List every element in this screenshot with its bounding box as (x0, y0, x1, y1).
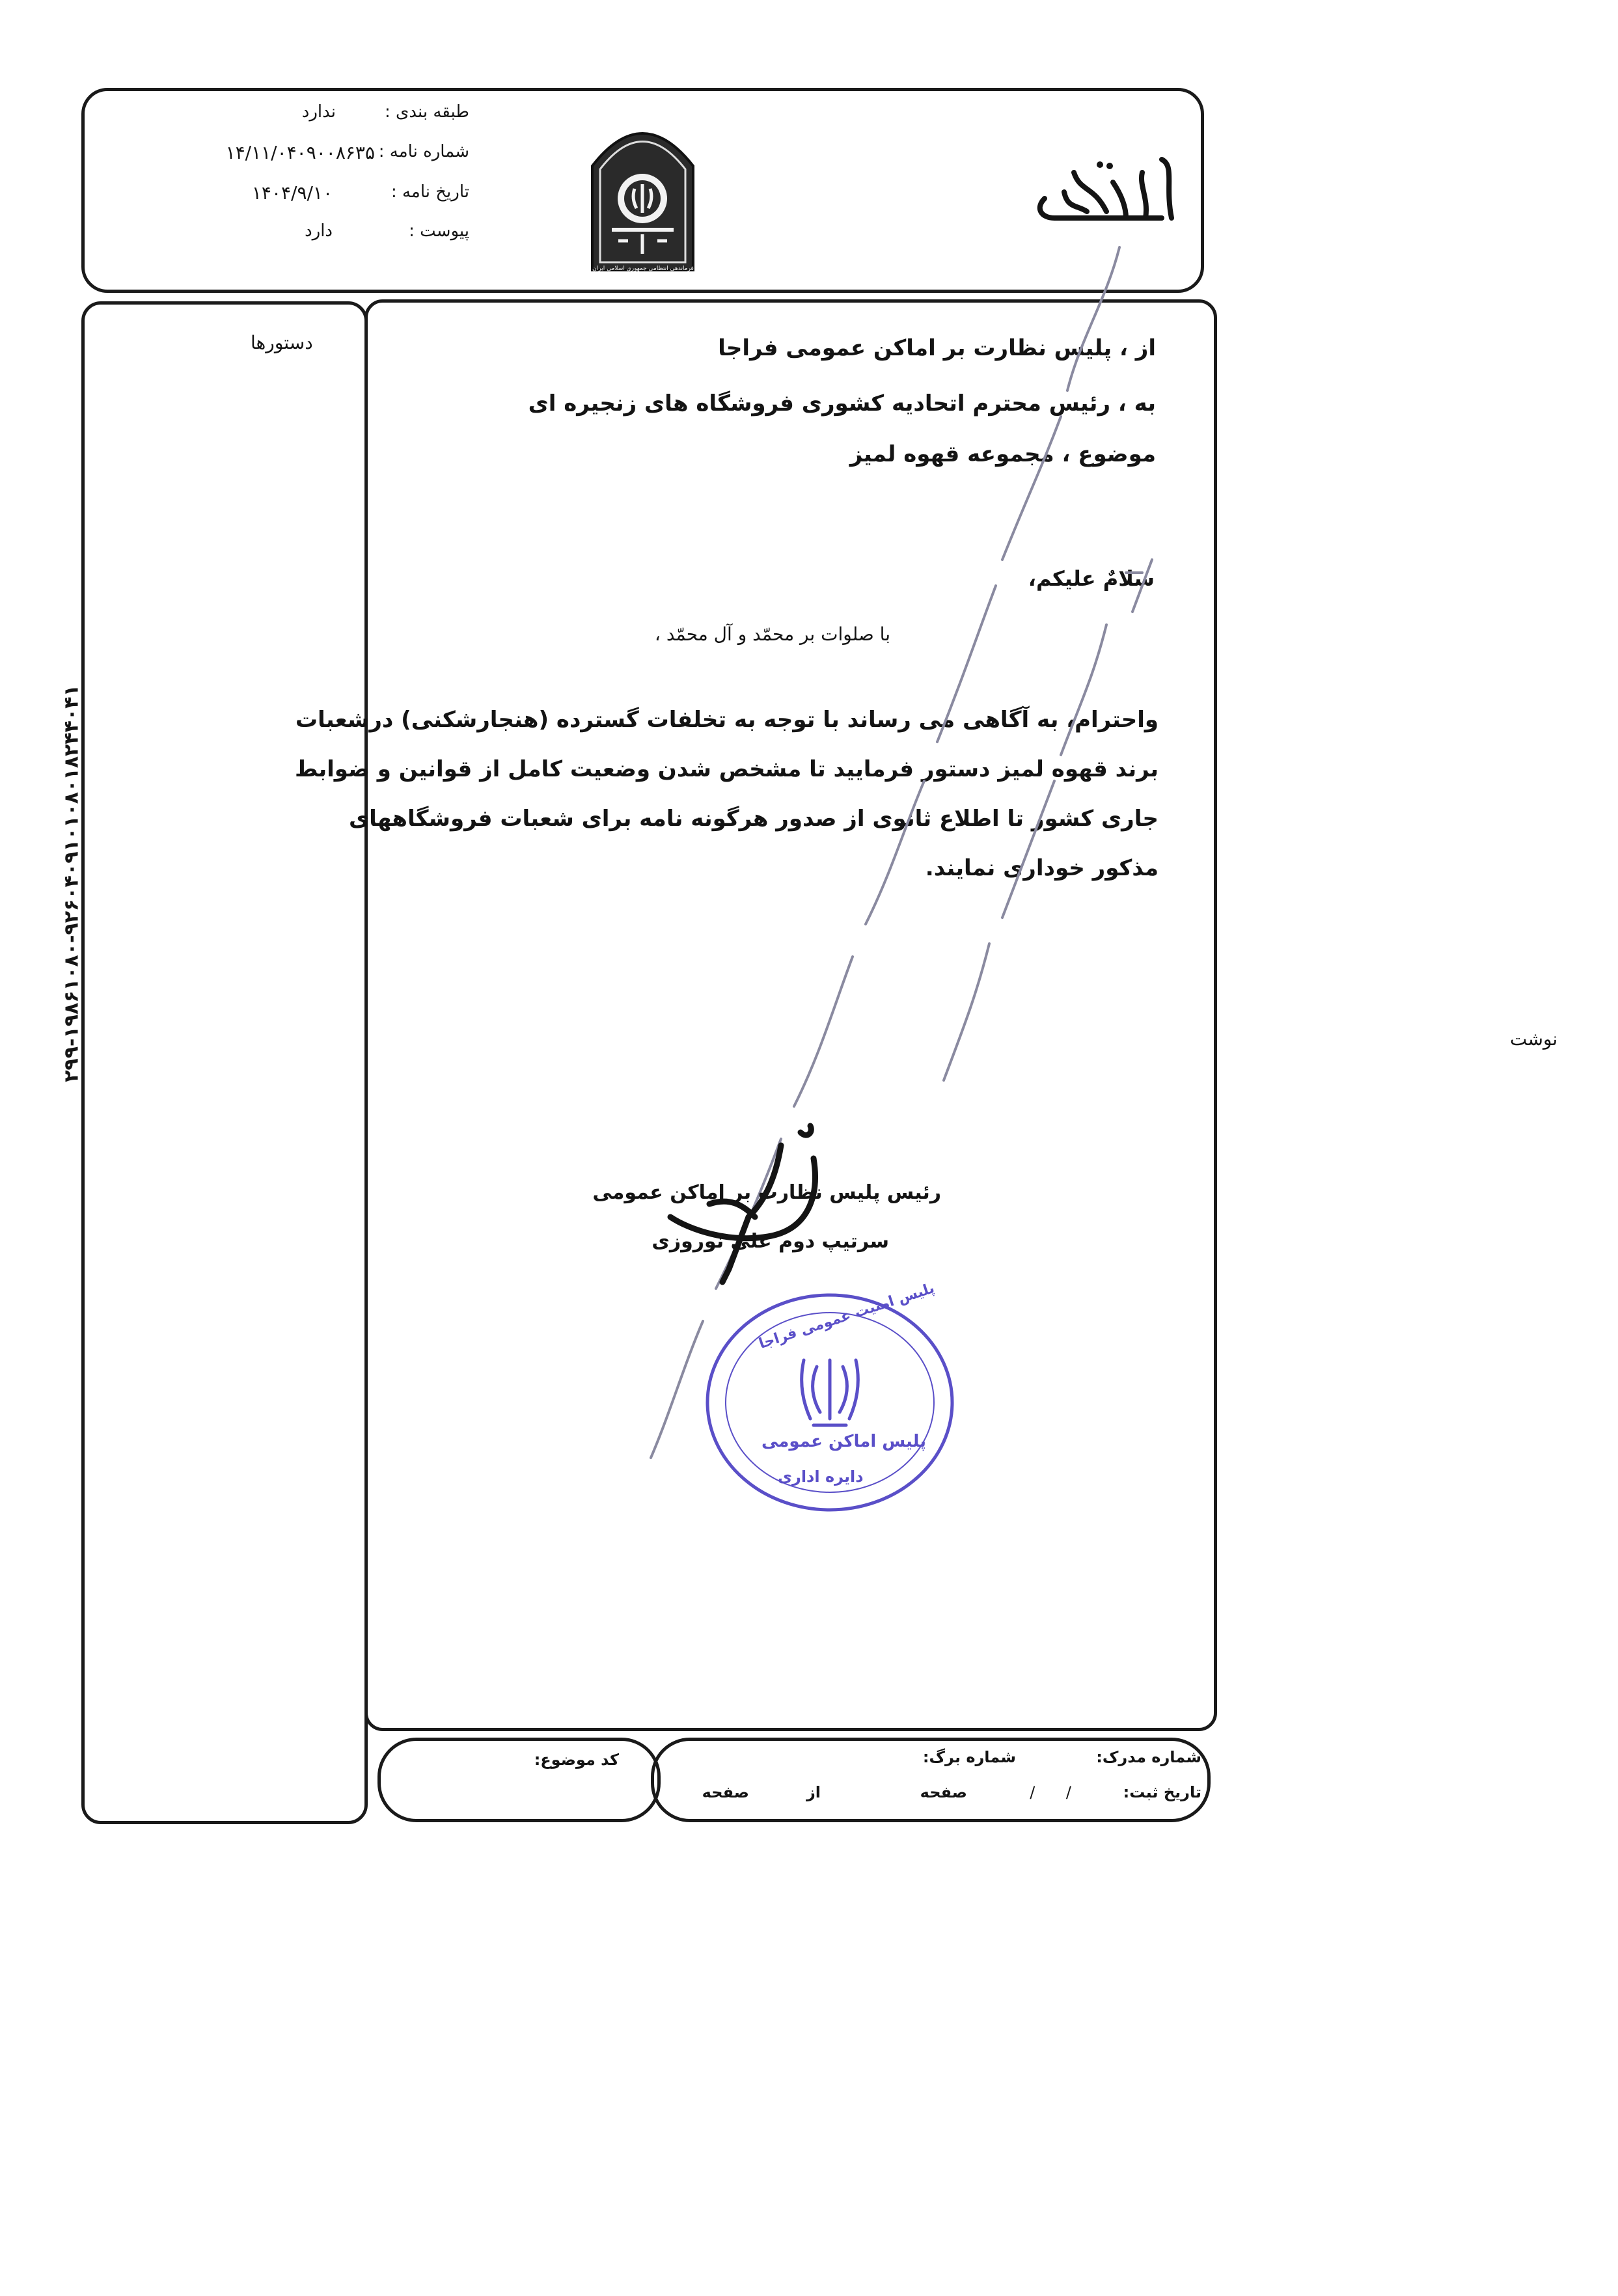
body-line-4: مذکور خوداری نمایند. (925, 855, 1159, 881)
letter-to: به ، رئیس محترم اتحادیه کشوری فروشگاه های زنجیره ای (528, 390, 1156, 417)
meta-label-letter-date: تاریخ نامه : (391, 182, 469, 202)
meta-value-attachment: دارد (305, 221, 333, 241)
body-line-1: واحترام، به آگاهی می رساند با توجه به تخلفات گسترده (هنجارشکنی) درشعبات (295, 707, 1159, 733)
handwritten-signature (651, 1119, 872, 1289)
sidebar-title: دستورها (251, 332, 313, 353)
meta-value-classification: ندارد (301, 102, 336, 122)
right-margin-text: نوشت (1510, 1028, 1558, 1050)
emblem-caption: فرماندهی انتظامی جمهوری اسلامی ایران (592, 266, 694, 272)
meta-label-attachment: پیوست : (409, 221, 469, 241)
letter-greeting: سلامٌ علیکم، (1028, 566, 1155, 591)
page-word: صفحه (920, 1783, 967, 1801)
margin-serial-number: ۲۹۹-۱۹۸۶۱۰۸۰-۹۲۶۰۴۰۹۱۰۱۰۸۰۱۸۲۴۴۰۴۱ (60, 685, 83, 1082)
meta-label-letter-number: شماره نامه : (378, 142, 469, 161)
sheet-number-label: شماره برگ: (922, 1748, 1016, 1766)
stamp-text-middle: پلیس اماکن عمومی (761, 1432, 927, 1451)
letter-from: از ، پلیس نظارت بر اماکن عمومی فراجا (718, 335, 1156, 361)
signature-title: رئیس پلیس نظارت بر اماکن عمومی (592, 1181, 941, 1204)
reg-date-label: تاریخ ثبت: (1123, 1783, 1201, 1801)
page-word-2: صفحه (702, 1783, 749, 1801)
stamp-text-bottom: دایره اداری (778, 1468, 864, 1486)
meta-value-letter-date: ۱۴۰۴/۹/۱۰ (251, 182, 333, 204)
stamp-text-outer: پلیس امنیت عمومی فراجا (757, 1280, 937, 1352)
body-line-2: برند قهوه لمیز دستور فرمایید تا مشخص شدن وضعیت کامل از قوانین و ضوابط (294, 756, 1159, 782)
of-word: از (806, 1783, 821, 1801)
topic-code-label: کد موضوع: (534, 1751, 619, 1769)
doc-number-label: شماره مدرک: (1096, 1748, 1201, 1766)
letter-subject: موضوع ، مجموعه قهوه لمیز (849, 441, 1156, 467)
letter-salawat: با صلوات بر محمّد و آل محمّد ، (654, 623, 890, 645)
reg-date-slashes: / / (1030, 1783, 1071, 1801)
meta-label-classification: طبقه بندی : (385, 102, 469, 122)
instructions-sidebar (81, 301, 368, 1824)
meta-value-letter-number: ۱۴/۱۱/۰۴۰۹۰۰۸۶۳۵ (225, 142, 375, 163)
signature-name: سرتیپ دوم علی نوروزی (651, 1230, 889, 1253)
body-line-3: جاری کشور تا اطلاع ثانوی از صدور هرگونه نامه برای شعبات فروشگاههای (349, 806, 1159, 832)
